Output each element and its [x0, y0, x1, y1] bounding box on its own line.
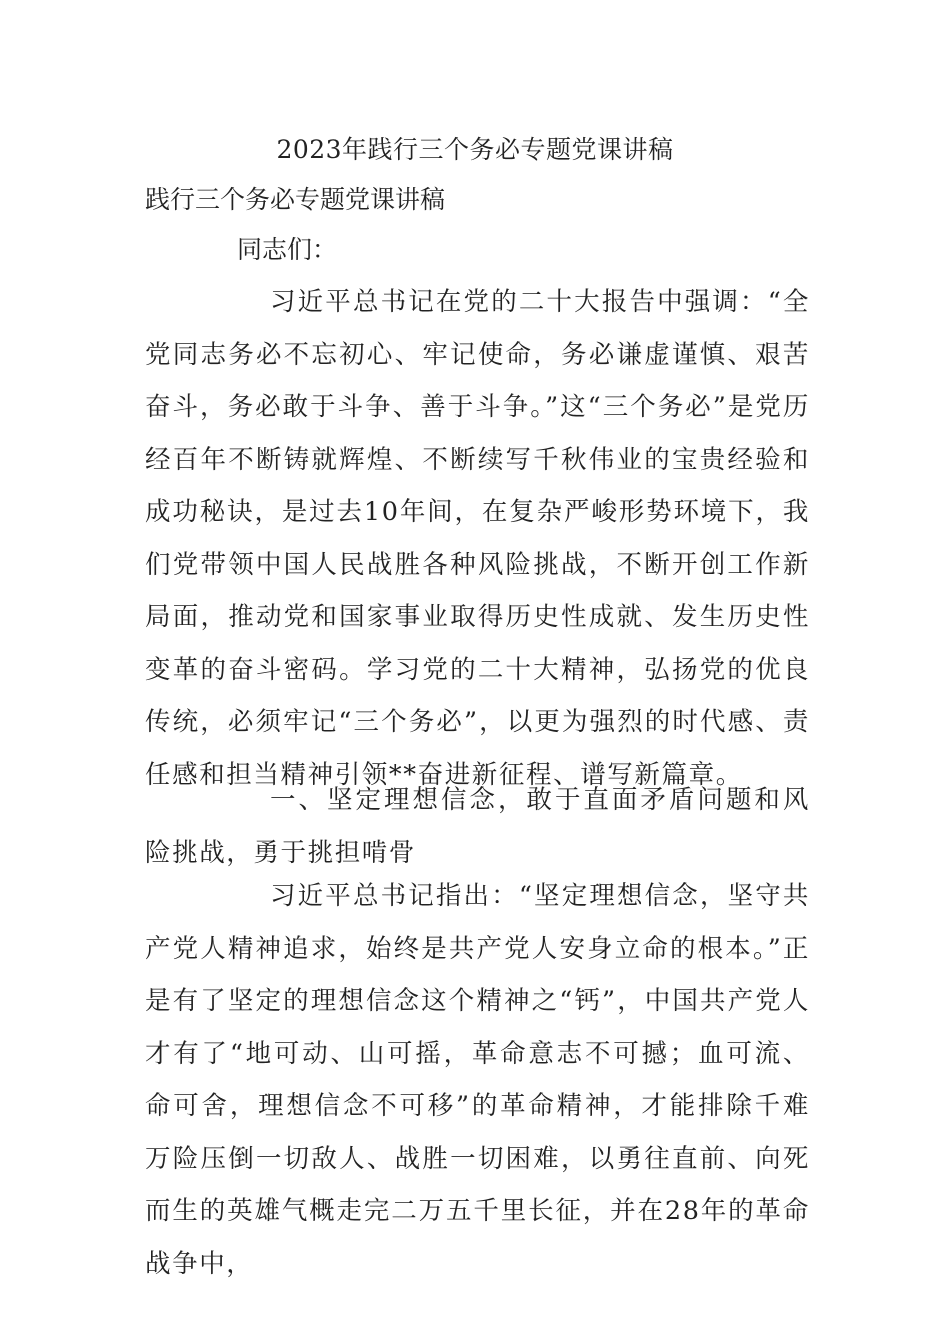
greeting: 同志们： — [237, 235, 338, 264]
document-subtitle: 践行三个务必专题党课讲稿 — [145, 185, 446, 214]
paragraph-intro: 习近平总书记在党的二十大报告中强调：“全党同志务必不忘初心、牢记使命，务必谦虚谨慎、艰苦奋斗，务必敢于斗争、善于斗争。”这“三个务必”是党历经百年不断铸就辉煌、不断续写千秋伟业的宝贵经验和成功秘诀，是过去10年间，在复杂严峻形势环境下，我们党带领中国人民战胜各种风险挑战，不断开创工作新局面，推动党和国家事业取得历史性成就、发生历史性变革的奋斗密码。学习党的二十大精神，弘扬党的优良传统，必须牢记“三个务必”，以更为强烈的时代感、责任感和担当精神引领**奋进新征程、谱写新篇章。 — [145, 287, 810, 790]
paragraph-section-one: 习近平总书记指出：“坚定理想信念，坚守共产党人精神追求，始终是共产党人安身立命的根本。”正是有了坚定的理想信念这个精神之“钙”，中国共产党人才有了“地可动、山可摇，革命意志不可撼；血可流、命可舍，理想信念不可移”的革命精神，才能排除千难万险压倒一切敌人、战胜一切困难，以勇往直前、向死而生的英雄气概走完二万五千里长征，并在28年的革命战争中， — [145, 881, 810, 1279]
section-heading-one: 一、坚定理想信念，敢于直面矛盾问题和风险挑战，勇于挑担啃骨 — [145, 785, 810, 868]
document-title: 2023年践行三个务必专题党课讲稿 — [276, 135, 674, 164]
